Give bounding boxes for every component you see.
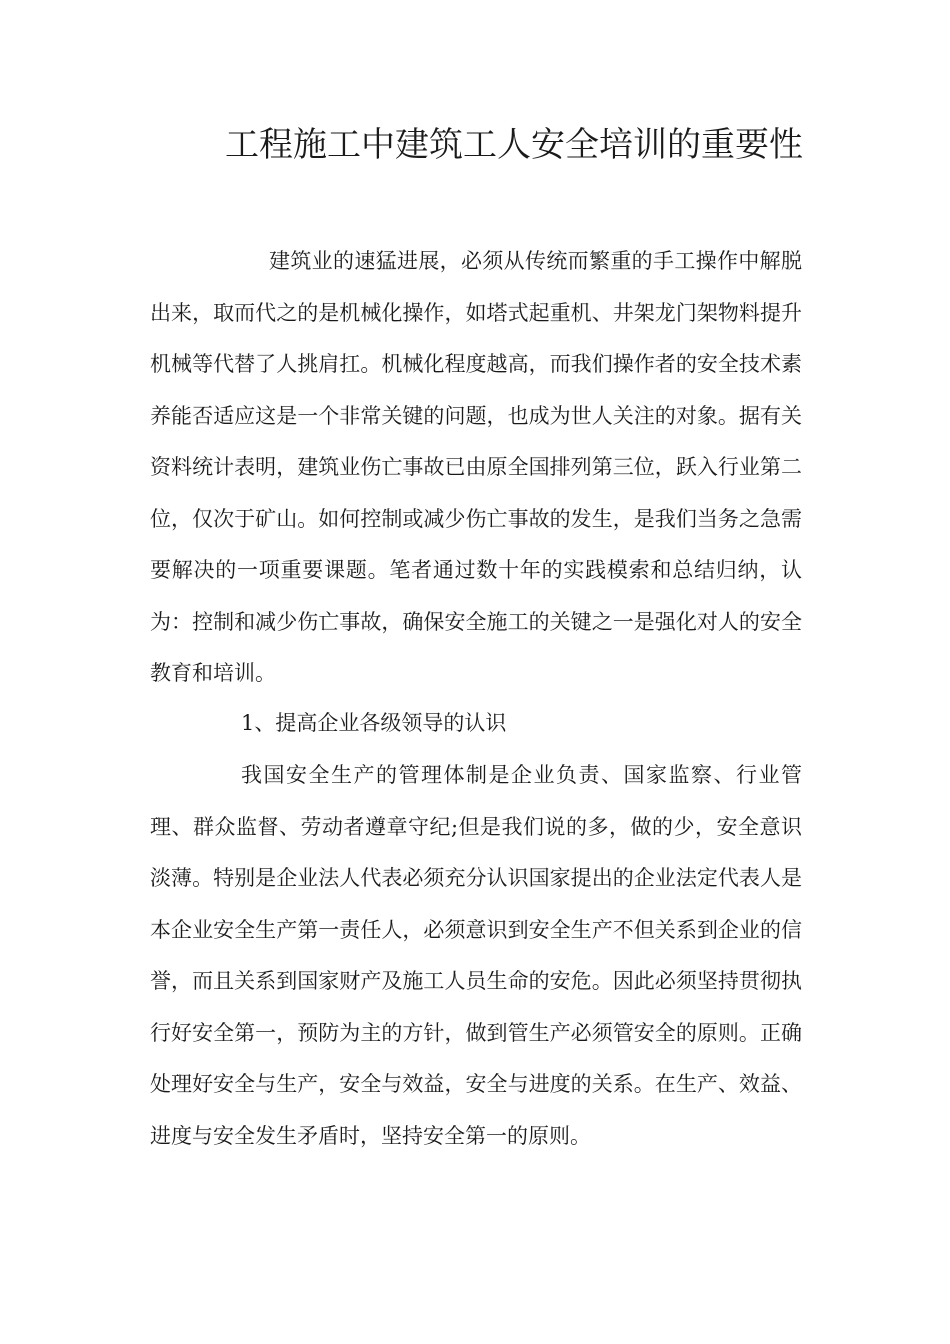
document-title: 工程施工中建筑工人安全培训的重要性 — [225, 125, 803, 165]
section-heading-1: 1、提高企业各级领导的认识 — [241, 711, 507, 735]
paragraph-intro: 建筑业的速猛进展，必须从传统而繁重的手工操作中解脱出来，取而代之的是机械化操作，如塔式起重机、井架龙门架物料提升机械等代替了人挑肩扛。机械化程度越高，而我们操作者的安全技术素养能否适应这是一个非常关键的问题，也成为世人关注的对象。据有关资料统计表明，建筑业伤亡事故已由原全国排列第三位，跃入行业第二位，仅次于矿山。如何控制或减少伤亡事故的发生，是我们当务之急需要解决的一项重要课题。笔者通过数十年的实践模索和总结归纳，认为：控制和减少伤亡事故，确保安全施工的关键之一是强化对人的安全教育和培训。 — [150, 249, 802, 685]
paragraph-section-1: 我国安全生产的管理体制是企业负责、国家监察、行业管理、群众监督、劳动者遵章守纪;但是我们说的多，做的少，安全意识淡薄。特别是企业法人代表必须充分认识国家提出的企业法定代表人是本企业安全生产第一责任人，必须意识到安全生产不但关系到企业的信誉，而且关系到国家财产及施工人员生命的安危。因此必须坚持贯彻执行好安全第一，预防为主的方针，做到管生产必须管安全的原则。正确处理好安全与生产，安全与效益，安全与进度的关系。在生产、效益、进度与安全发生矛盾时，坚持安全第一的原则。 — [150, 763, 802, 1148]
